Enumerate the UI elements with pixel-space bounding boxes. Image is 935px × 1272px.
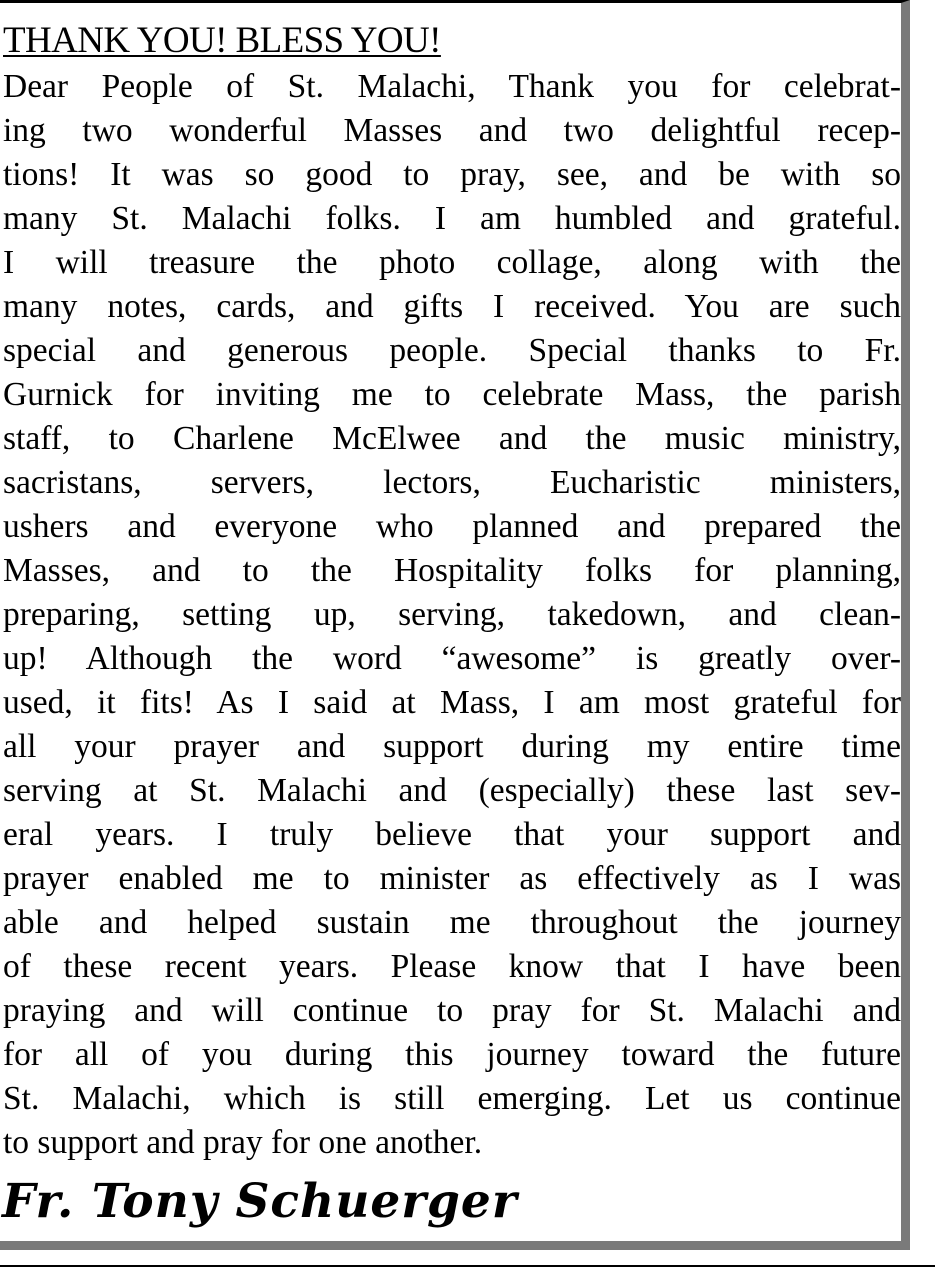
article-body (3, 65, 901, 1165)
body-line: preparing, setting up, serving, takedown, and clean- (3, 596, 901, 633)
body-line: eral years. I truly believe that your support and (3, 816, 901, 853)
body-line: to support and pray for one another. (3, 1124, 483, 1161)
body-line: St. Malachi, which is still emerging. Let us continue (3, 1080, 901, 1117)
signature: Fr. Tony Schuerger (2, 1174, 518, 1229)
body-line: up! Although the word “awesome” is greatly over- (3, 640, 901, 677)
article-heading: THANK YOU! BLESS YOU! (3, 20, 441, 61)
body-line: special and generous people. Special thanks to Fr. (3, 332, 901, 369)
body-line: ushers and everyone who planned and prepared the (3, 508, 901, 545)
body-line: many notes, cards, and gifts I received. You are such (3, 288, 901, 325)
body-line: able and helped sustain me throughout the journey (3, 904, 901, 941)
body-line: I will treasure the photo collage, along with the (3, 244, 901, 281)
body-line: many St. Malachi folks. I am humbled and grateful. (3, 200, 901, 237)
body-line: of these recent years. Please know that I have been (3, 948, 901, 985)
body-line: tions! It was so good to pray, see, and be with so (3, 156, 901, 193)
body-line: ing two wonderful Masses and two delightful recep- (3, 112, 901, 149)
body-line: all your prayer and support during my entire time (3, 728, 901, 765)
bottom-divider (0, 1265, 935, 1267)
body-line: used, it fits! As I said at Mass, I am most grateful for (3, 684, 901, 721)
body-line: for all of you during this journey toward the future (3, 1036, 901, 1073)
body-line: Dear People of St. Malachi, Thank you for celebrat- (3, 68, 901, 105)
body-line: prayer enabled me to minister as effectively as I was (3, 860, 901, 897)
body-line: Masses, and to the Hospitality folks for planning, (3, 552, 901, 589)
body-line: staff, to Charlene McElwee and the music ministry, (3, 420, 901, 457)
body-line: sacristans, servers, lectors, Eucharistic ministers, (3, 464, 901, 501)
body-line: serving at St. Malachi and (especially) these last sev- (3, 772, 901, 809)
body-line: Gurnick for inviting me to celebrate Mass, the parish (3, 376, 901, 413)
body-line: praying and will continue to pray for St. Malachi and (3, 992, 901, 1029)
